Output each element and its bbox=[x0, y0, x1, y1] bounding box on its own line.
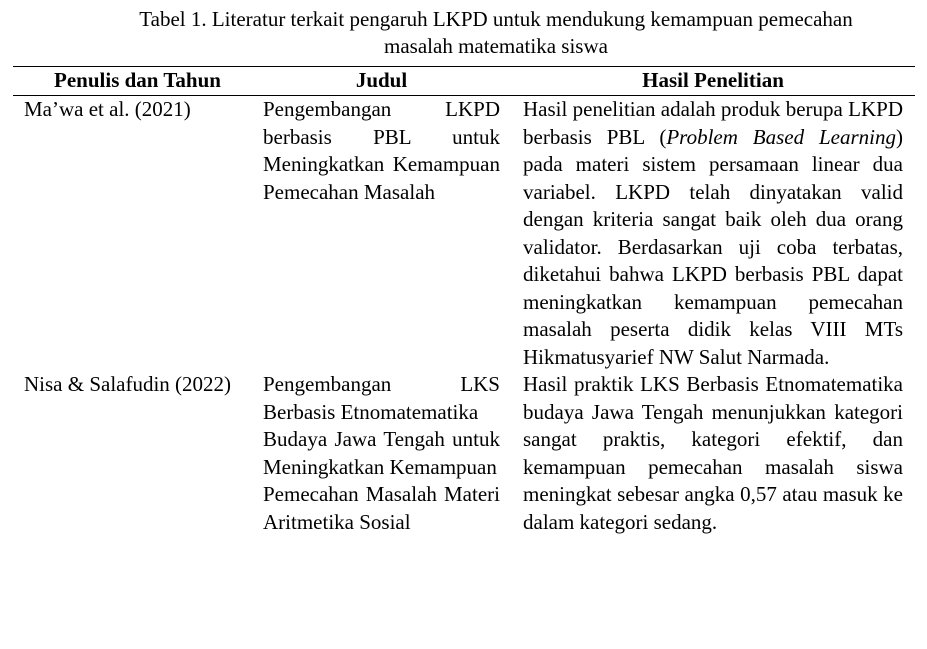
header-author-year: Penulis dan Tahun bbox=[54, 68, 221, 92]
caption-line-1: Tabel 1. Literatur terkait pengaruh LKPD untuk mendukung kemampuan pemecahan bbox=[139, 7, 853, 31]
cell-author: Ma’wa et al. (2021) bbox=[24, 97, 191, 121]
table-caption bbox=[80, 6, 912, 60]
result-italic-term: Problem Based Learning bbox=[666, 124, 897, 149]
table-header-row bbox=[13, 67, 915, 96]
title-part-1: Pengembangan LKS Berbasis Etnomatematika bbox=[263, 372, 500, 424]
literature-table bbox=[13, 66, 915, 536]
header-title: Judul bbox=[355, 68, 408, 92]
cell-author: Nisa & Salafudin (2022) bbox=[24, 372, 232, 396]
cell-result: Hasil praktik LKS Berbasis Etnomatematika budaya Jawa Tengah menunjukkan kategori sangat praktis, kategori efektif, dan kemampuan pemecahan masalah siswa meningkat sebesar angka 0,57 atau masuk ke dalam kategori sedang. bbox=[523, 372, 903, 534]
title-part-3: Pemecahan Masalah Materi Aritmetika Sosial bbox=[263, 482, 500, 534]
cell-result bbox=[520, 96, 915, 372]
title-part-2: Budaya Jawa Tengah untuk Meningkatkan Kemampuan bbox=[263, 427, 500, 479]
caption-line-2: masalah matematika siswa bbox=[384, 34, 608, 58]
header-research-result: Hasil Penelitian bbox=[642, 68, 784, 92]
cell-title bbox=[263, 371, 520, 536]
table-row bbox=[13, 371, 915, 536]
table-row bbox=[13, 96, 915, 372]
result-text-start: Hasil penelitian adalah produk berupa LKPD berbasis PBL ( bbox=[523, 97, 903, 149]
cell-title: Pengembangan LKPD berbasis PBL untuk Meningkatkan Kemampuan Pemecahan Masalah bbox=[263, 97, 500, 204]
result-text-end: ) pada materi sistem persamaan linear dua variabel. LKPD telah dinyatakan valid dengan kriteria sangat baik oleh dua orang validator. Berdasarkan uji coba terbatas, diketahui bahwa LKPD berbasis PBL dapat meningkatkan kemampuan pemecahan masalah peserta didik kelas VIII MTs Hikmatusyarief NW Salut Narmada. bbox=[523, 124, 904, 369]
